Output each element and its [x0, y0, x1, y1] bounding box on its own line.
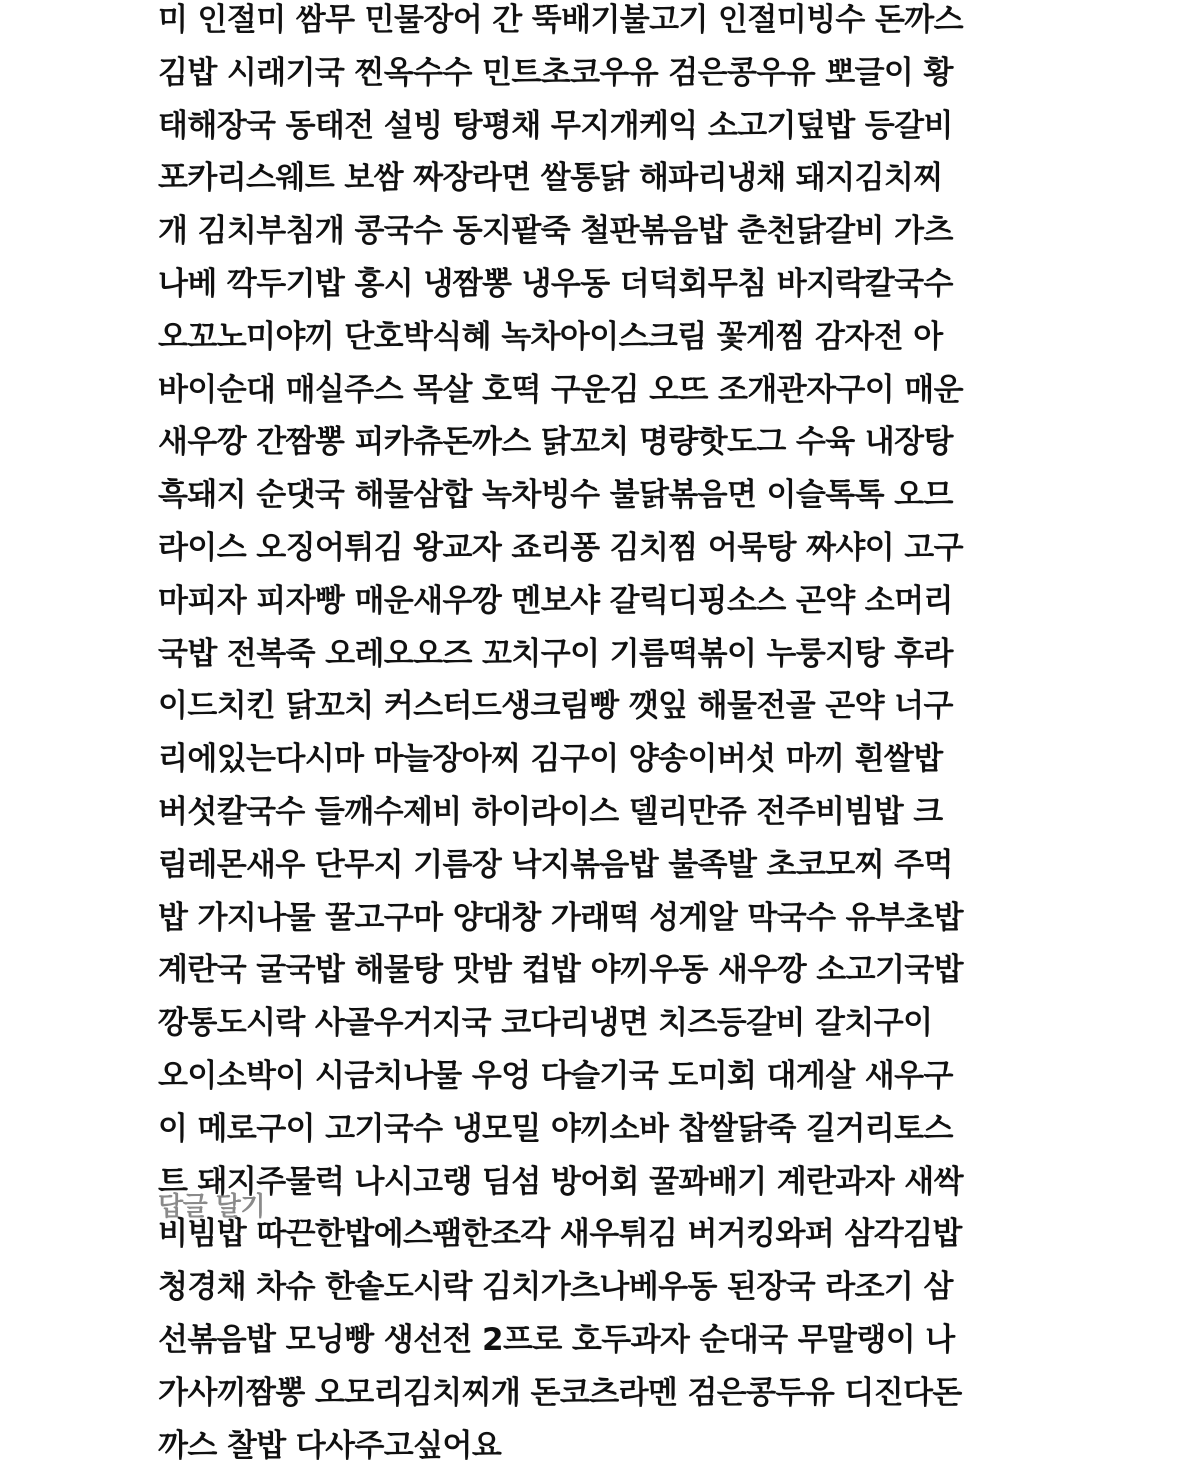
- comment-line: 개 김치부침개 콩국수 동지팥죽 철판볶음밥 춘천닭갈비 가츠: [158, 213, 953, 250]
- comment-line: 이드치킨 닭꼬치 커스터드생크림빵 깻잎 해물전골 곤약 너구: [158, 688, 953, 725]
- comment-line: 밥 가지나물 꿀고구마 양대창 가래떡 성게알 막국수 유부초밥: [158, 899, 963, 936]
- comment-line: 계란국 굴국밥 해물탕 맛밤 컵밥 야끼우동 새우깡 소고기국밥: [158, 952, 963, 989]
- comment-line: 김밥 시래기국 찐옥수수 민트초코우유 검은콩우유 뽀글이 황: [158, 54, 953, 91]
- comment-line: 까스 찰밥 다사주고싶어요: [158, 1427, 502, 1464]
- comment-body: [158, 0, 1018, 1472]
- comment-line: 오이소박이 시금치나물 우엉 다슬기국 도미회 대게살 새우구: [158, 1057, 953, 1094]
- comment-line: 트 돼지주물럭 나시고랭 딤섬 방어회 꿀꽈배기 계란과자 새싹: [158, 1163, 963, 1200]
- comment-line: 포카리스웨트 보쌈 짜장라면 쌀통닭 해파리냉채 돼지김치찌: [158, 160, 943, 197]
- comment-line: 선볶음밥 모닝빵 생선전 2프로 호두과자 순대국 무말랭이 나: [158, 1321, 955, 1358]
- comment-line: 태해장국 동태전 설빙 탕평채 무지개케익 소고기덮밥 등갈비: [158, 107, 953, 144]
- comment: [158, 0, 1018, 1472]
- reply-button[interactable]: 답글 달기: [158, 1192, 266, 1222]
- comment-line: 림레몬새우 단무지 기름장 낙지볶음밥 불족발 초코모찌 주먹: [158, 846, 953, 883]
- comment-line: 리에있는다시마 마늘장아찌 김구이 양송이버섯 마끼 흰쌀밥: [158, 741, 943, 778]
- comment-line: 새우깡 간짬뽕 피카츄돈까스 닭꼬치 명량핫도그 수육 내장탕: [158, 424, 953, 461]
- comment-line: 흑돼지 순댓국 해물삼합 녹차빙수 불닭볶음면 이슬톡톡 오므: [158, 477, 953, 514]
- comment-line: 청경채 차슈 한솥도시락 김치가츠나베우동 된장국 라조기 삼: [158, 1269, 953, 1306]
- comment-line: 바이순대 매실주스 목살 호떡 구운김 오뜨 조개관자구이 매운: [158, 371, 963, 408]
- comment-line: 오꼬노미야끼 단호박식혜 녹차아이스크림 꽃게찜 감자전 아: [158, 318, 943, 355]
- comment-line: 비빔밥 따끈한밥에스팸한조각 새우튀김 버거킹와퍼 삼각김밥: [158, 1216, 962, 1253]
- comment-line: 나베 깍두기밥 홍시 냉짬뽕 냉우동 더덕회무침 바지락칼국수: [158, 265, 953, 302]
- comment-line: 마피자 피자빵 매운새우깡 멘보샤 갈릭디핑소스 곤약 소머리: [158, 582, 953, 619]
- comment-line: 깡통도시락 사골우거지국 코다리냉면 치즈등갈비 갈치구이: [158, 1005, 933, 1042]
- comment-line: 미 인절미 쌈무 민물장어 간 뚝배기불고기 인절미빙수 돈까스: [158, 2, 963, 38]
- comment-line: 국밥 전복죽 오레오오즈 꼬치구이 기름떡볶이 누룽지탕 후라: [158, 635, 953, 672]
- comment-line: 라이스 오징어튀김 왕교자 죠리퐁 김치찜 어묵탕 짜샤이 고구: [158, 529, 963, 566]
- comment-line: 가사끼짬뽕 오모리김치찌개 돈코츠라멘 검은콩두유 디진다돈: [158, 1374, 962, 1411]
- comment-line: 버섯칼국수 들깨수제비 하이라이스 델리만쥬 전주비빔밥 크: [158, 793, 943, 830]
- comment-line: 이 메로구이 고기국수 냉모밀 야끼소바 찹쌀닭죽 길거리토스: [158, 1110, 953, 1147]
